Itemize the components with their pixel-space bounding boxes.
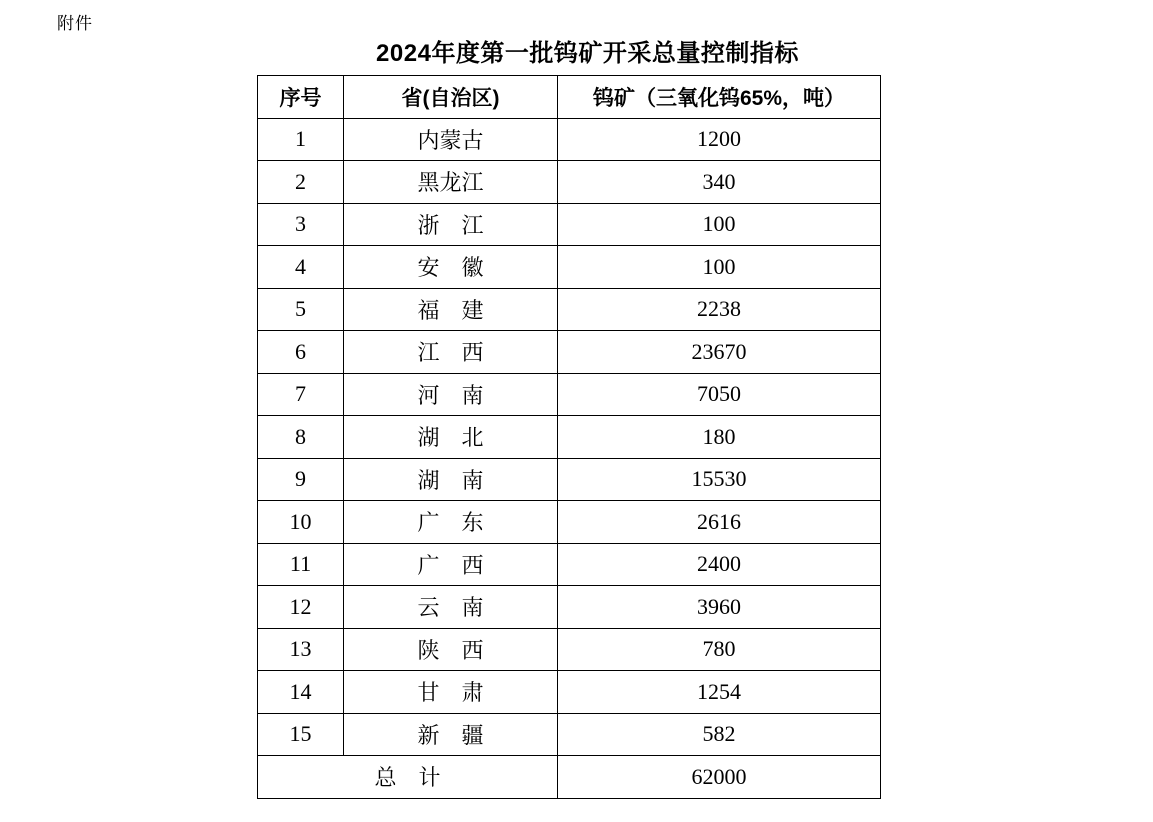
table-row <box>258 713 881 756</box>
table-header-row <box>258 76 881 119</box>
table-row <box>258 416 881 459</box>
quota-value-cell: 7050 <box>558 373 881 416</box>
row-number-cell: 5 <box>258 288 344 331</box>
row-number-cell: 11 <box>258 543 344 586</box>
quota-table <box>257 75 881 799</box>
province-cell: 福 建 <box>344 288 558 331</box>
province-cell: 黑龙江 <box>344 161 558 204</box>
quota-value-cell: 2238 <box>558 288 881 331</box>
page-title: 2024年度第一批钨矿开采总量控制指标 <box>376 40 799 67</box>
quota-value-cell: 100 <box>558 246 881 289</box>
province-cell: 广 东 <box>344 501 558 544</box>
quota-value-cell: 340 <box>558 161 881 204</box>
province-cell: 浙 江 <box>344 203 558 246</box>
row-number-cell: 4 <box>258 246 344 289</box>
row-number-cell: 2 <box>258 161 344 204</box>
row-number-cell: 13 <box>258 628 344 671</box>
row-number-cell: 10 <box>258 501 344 544</box>
table-row <box>258 288 881 331</box>
quota-value-cell: 1254 <box>558 671 881 714</box>
row-number-cell: 14 <box>258 671 344 714</box>
table-row <box>258 458 881 501</box>
table-row <box>258 628 881 671</box>
table-total-row <box>258 756 881 799</box>
table-row <box>258 331 881 374</box>
quota-value-cell: 780 <box>558 628 881 671</box>
table-row <box>258 246 881 289</box>
quota-value-cell: 2616 <box>558 501 881 544</box>
province-cell: 江 西 <box>344 331 558 374</box>
row-number-cell: 9 <box>258 458 344 501</box>
header-province: 省(自治区) <box>344 76 558 119</box>
province-cell: 湖 南 <box>344 458 558 501</box>
quota-value-cell: 15530 <box>558 458 881 501</box>
table-row <box>258 671 881 714</box>
table-row <box>258 373 881 416</box>
row-number-cell: 1 <box>258 118 344 161</box>
quota-value-cell: 3960 <box>558 586 881 629</box>
table-row <box>258 586 881 629</box>
province-cell: 安 徽 <box>344 246 558 289</box>
province-cell: 云 南 <box>344 586 558 629</box>
table-row <box>258 501 881 544</box>
row-number-cell: 12 <box>258 586 344 629</box>
province-cell: 河 南 <box>344 373 558 416</box>
table-row <box>258 543 881 586</box>
header-quota: 钨矿（三氧化钨65%，吨） <box>558 76 881 119</box>
province-cell: 陕 西 <box>344 628 558 671</box>
quota-value-cell: 23670 <box>558 331 881 374</box>
table-row <box>258 161 881 204</box>
province-cell: 湖 北 <box>344 416 558 459</box>
province-cell: 广 西 <box>344 543 558 586</box>
total-label-cell: 总 计 <box>258 756 558 799</box>
table-row <box>258 203 881 246</box>
quota-value-cell: 2400 <box>558 543 881 586</box>
quota-value-cell: 582 <box>558 713 881 756</box>
province-cell: 甘 肃 <box>344 671 558 714</box>
province-cell: 内蒙古 <box>344 118 558 161</box>
table-row <box>258 118 881 161</box>
attachment-label: 附件 <box>57 14 93 33</box>
total-value-cell: 62000 <box>558 756 881 799</box>
row-number-cell: 7 <box>258 373 344 416</box>
header-no: 序号 <box>258 76 344 119</box>
province-cell: 新 疆 <box>344 713 558 756</box>
row-number-cell: 3 <box>258 203 344 246</box>
row-number-cell: 6 <box>258 331 344 374</box>
quota-value-cell: 1200 <box>558 118 881 161</box>
quota-value-cell: 180 <box>558 416 881 459</box>
row-number-cell: 8 <box>258 416 344 459</box>
quota-value-cell: 100 <box>558 203 881 246</box>
row-number-cell: 15 <box>258 713 344 756</box>
